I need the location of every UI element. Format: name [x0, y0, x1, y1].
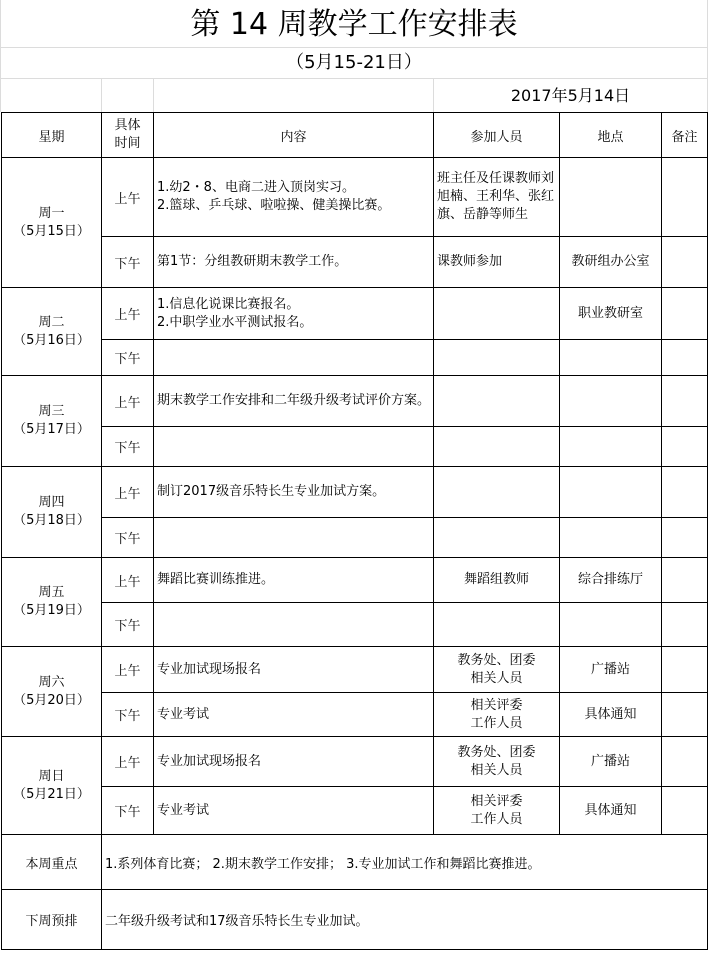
participants-cell: 教务处、团委 相关人员 [434, 737, 560, 787]
table-row [2, 376, 708, 427]
location-cell: 广播站 [560, 737, 662, 787]
content-cell [154, 340, 434, 376]
table-row [2, 787, 708, 835]
notes-cell [662, 237, 708, 288]
location-cell [560, 427, 662, 467]
location-cell: 教研组办公室 [560, 237, 662, 288]
time-cell: 上午 [102, 376, 154, 427]
table-row [2, 737, 708, 787]
day-cell: 周五 （5月19日） [2, 558, 102, 647]
focus-row [2, 835, 708, 890]
day-cell: 周一 （5月15日） [2, 158, 102, 288]
participants-cell: 舞蹈组教师 [434, 558, 560, 603]
day-cell: 周二 （5月16日） [2, 288, 102, 376]
content-cell: 舞蹈比赛训练推进。 [154, 558, 434, 603]
content-cell [154, 427, 434, 467]
location-cell [560, 603, 662, 647]
time-cell: 下午 [102, 427, 154, 467]
content-cell: 第1节：分组教研期末教学工作。 [154, 237, 434, 288]
notes-cell [662, 693, 708, 737]
location-cell [560, 158, 662, 237]
header-content: 内容 [154, 113, 434, 158]
location-cell [560, 376, 662, 427]
time-cell: 下午 [102, 237, 154, 288]
participants-cell: 相关评委 工作人员 [434, 787, 560, 835]
table-row [2, 558, 708, 603]
notes-cell [662, 603, 708, 647]
content-cell: 制订2017级音乐特长生专业加试方案。 [154, 467, 434, 518]
time-cell: 上午 [102, 288, 154, 340]
content-cell: 1.幼2・8、电商二进入顶岗实习。 2.篮球、乒乓球、啦啦操、健美操比赛。 [154, 158, 434, 237]
notes-cell [662, 787, 708, 835]
page-title: 第 14 周教学工作安排表 [190, 7, 518, 42]
notes-cell [662, 340, 708, 376]
location-cell [560, 340, 662, 376]
notes-cell [662, 518, 708, 558]
location-cell: 职业教研室 [560, 288, 662, 340]
table-row [2, 158, 708, 237]
time-cell: 上午 [102, 558, 154, 603]
participants-cell [434, 603, 560, 647]
table-row [2, 647, 708, 693]
next-week-label: 下周预排 [2, 890, 102, 950]
participants-cell: 课教师参加 [434, 237, 560, 288]
time-cell: 上午 [102, 647, 154, 693]
content-cell: 专业加试现场报名 [154, 647, 434, 693]
day-cell: 周日 （5月21日） [2, 737, 102, 835]
header-notes: 备注 [662, 113, 708, 158]
time-cell: 上午 [102, 737, 154, 787]
notes-cell [662, 158, 708, 237]
header-time: 具体 时间 [102, 113, 154, 158]
participants-cell [434, 427, 560, 467]
page-subtitle: （5月15-21日） [286, 52, 422, 73]
next-week-text: 二年级升级考试和17级音乐特长生专业加试。 [102, 890, 708, 950]
location-cell [560, 467, 662, 518]
focus-text: 1.系列体育比赛； 2.期末教学工作安排； 3.专业加试工作和舞蹈比赛推进。 [102, 835, 708, 890]
notes-cell [662, 558, 708, 603]
table-row [2, 340, 708, 376]
participants-cell [434, 376, 560, 427]
notes-cell [662, 427, 708, 467]
header-participants: 参加人员 [434, 113, 560, 158]
table-row [2, 603, 708, 647]
header-day: 星期 [2, 113, 102, 158]
location-cell: 具体通知 [560, 693, 662, 737]
time-cell: 下午 [102, 787, 154, 835]
table-row [2, 518, 708, 558]
content-cell: 1.信息化说课比赛报名。 2.中职学业水平测试报名。 [154, 288, 434, 340]
table-row [2, 693, 708, 737]
time-cell: 下午 [102, 518, 154, 558]
content-cell [154, 603, 434, 647]
table-row [2, 427, 708, 467]
time-cell: 上午 [102, 467, 154, 518]
document-date: 2017年5月14日 [510, 86, 631, 105]
table-row [2, 237, 708, 288]
day-cell: 周三 （5月17日） [2, 376, 102, 467]
notes-cell [662, 376, 708, 427]
day-cell: 周四 （5月18日） [2, 467, 102, 558]
content-cell: 专业考试 [154, 693, 434, 737]
time-cell: 下午 [102, 340, 154, 376]
time-cell: 下午 [102, 693, 154, 737]
notes-cell [662, 288, 708, 340]
participants-cell [434, 288, 560, 340]
schedule-table [1, 112, 708, 950]
notes-cell [662, 647, 708, 693]
header-location: 地点 [560, 113, 662, 158]
location-cell: 具体通知 [560, 787, 662, 835]
content-cell: 期末教学工作安排和二年级升级考试评价方案。 [154, 376, 434, 427]
header-row [2, 113, 708, 158]
location-cell [560, 518, 662, 558]
participants-cell: 相关评委 工作人员 [434, 693, 560, 737]
participants-cell [434, 340, 560, 376]
participants-cell [434, 518, 560, 558]
location-cell: 广播站 [560, 647, 662, 693]
participants-cell: 教务处、团委 相关人员 [434, 647, 560, 693]
focus-label: 本周重点 [2, 835, 102, 890]
table-row [2, 467, 708, 518]
notes-cell [662, 467, 708, 518]
table-row [2, 288, 708, 340]
next-week-row [2, 890, 708, 950]
content-cell [154, 518, 434, 558]
participants-cell [434, 467, 560, 518]
participants-cell: 班主任及任课教师刘旭楠、王利华、张红旗、岳静等师生 [434, 158, 560, 237]
time-cell: 上午 [102, 158, 154, 237]
day-cell: 周六 （5月20日） [2, 647, 102, 737]
location-cell: 综合排练厅 [560, 558, 662, 603]
content-cell: 专业考试 [154, 787, 434, 835]
time-cell: 下午 [102, 603, 154, 647]
content-cell: 专业加试现场报名 [154, 737, 434, 787]
notes-cell [662, 737, 708, 787]
